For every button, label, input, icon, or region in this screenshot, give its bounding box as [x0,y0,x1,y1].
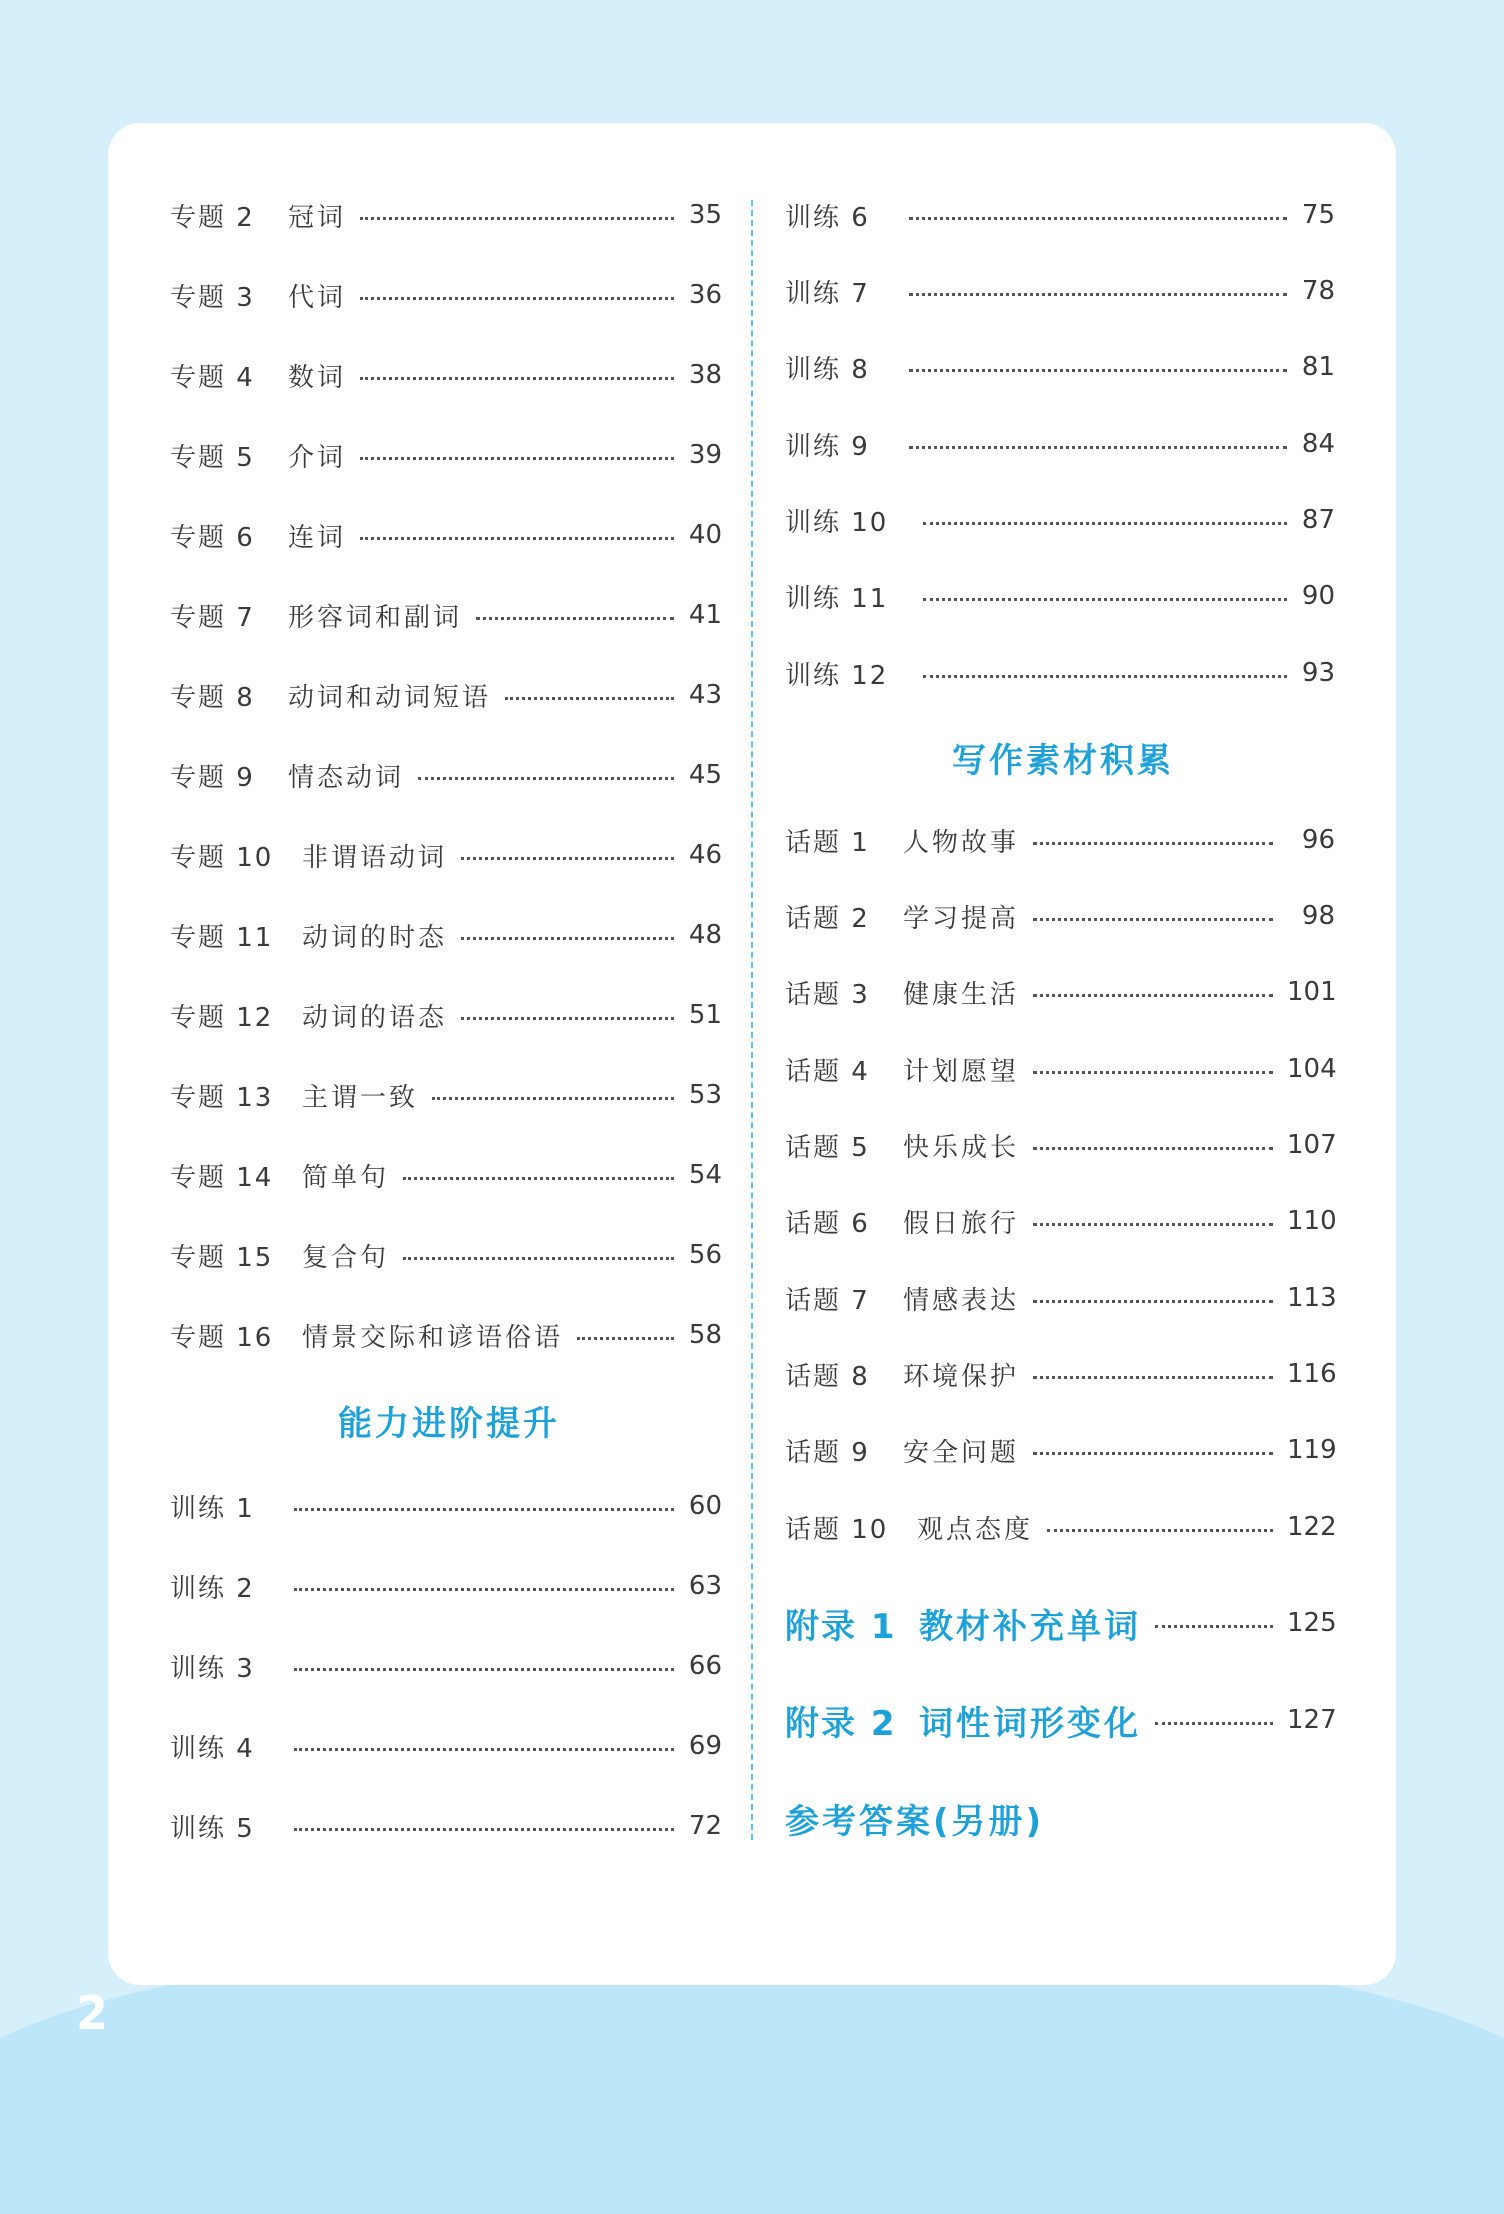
entry-label: 话题 2 [785,903,870,934]
leader-dots [403,1177,674,1180]
leader-dots [1033,1071,1273,1074]
entry-title: 介词 [288,442,347,473]
entry-page: 51 [688,1000,722,1030]
toc-entry[interactable] [170,1073,722,1117]
toc-entry[interactable] [785,1123,1335,1167]
entry-title: 观点态度 [917,1514,1034,1545]
leader-dots [294,1828,674,1831]
entry-title: 假日旅行 [903,1208,1020,1239]
toc-entry[interactable] [170,1564,722,1608]
entry-page: 101 [1287,977,1337,1007]
entry-page: 54 [688,1160,722,1190]
entry-title: 快乐成长 [903,1132,1020,1163]
leader-dots [1155,1625,1273,1628]
toc-entry[interactable] [785,1352,1335,1396]
entry-label: 话题 6 [785,1208,870,1239]
entry-label: 训练 7 [785,278,870,309]
toc-entry[interactable] [170,833,722,877]
toc-entry[interactable] [785,498,1335,542]
entry-page: 40 [688,520,722,550]
entry-page: 75 [1301,200,1335,230]
entry-page: 43 [688,680,722,710]
entry-page: 63 [688,1571,722,1601]
entry-label: 专题 13 [170,1082,274,1113]
entry-title: 健康生活 [903,979,1020,1010]
entry-title: 动词和动词短语 [288,682,492,713]
leader-dots [360,457,674,460]
leader-dots [1033,918,1273,921]
entry-label: 专题 2 [170,202,255,233]
leader-dots [577,1337,674,1340]
entry-page: 36 [688,280,722,310]
leader-dots [1155,1722,1273,1725]
leader-dots [1033,1300,1273,1303]
toc-entry[interactable] [785,269,1335,313]
toc-entry[interactable] [785,1276,1335,1320]
entry-label: 话题 7 [785,1285,870,1316]
toc-entry[interactable] [785,193,1335,237]
entry-title: 简单句 [302,1162,390,1193]
leader-dots [360,537,674,540]
leader-dots [1033,994,1273,997]
entry-label: 训练 12 [785,660,889,691]
entry-label: 话题 3 [785,979,870,1010]
entry-title: 主谓一致 [302,1082,419,1113]
toc-entry[interactable] [170,1644,722,1688]
toc-entry[interactable] [170,593,722,637]
leader-dots [360,217,674,220]
entry-label: 专题 8 [170,682,255,713]
toc-entry[interactable] [785,1505,1335,1549]
entry-page: 72 [688,1811,722,1841]
entry-label: 专题 15 [170,1242,274,1273]
entry-label: 专题 14 [170,1162,274,1193]
entry-label: 话题 1 [785,827,870,858]
entry-page: 58 [688,1320,722,1350]
leader-dots [923,675,1287,678]
entry-page: 39 [688,440,722,470]
entry-label: 专题 9 [170,762,255,793]
leader-dots [505,697,674,700]
appendix-entry[interactable] [785,1598,1335,1648]
toc-entry[interactable] [170,673,722,717]
entry-label: 训练 1 [170,1493,255,1524]
toc-entry[interactable] [785,1199,1335,1243]
leader-dots [1047,1529,1273,1532]
entry-page: 107 [1287,1130,1337,1160]
entry-title: 形容词和副词 [288,602,463,633]
entry-page: 87 [1301,505,1335,535]
entry-page: 56 [688,1240,722,1270]
toc-entry[interactable] [170,1153,722,1197]
entry-label: 训练 4 [170,1733,255,1764]
entry-page: 119 [1287,1435,1337,1465]
toc-entry[interactable] [170,1724,722,1768]
entry-label: 专题 3 [170,282,255,313]
entry-page: 38 [688,360,722,390]
entry-page: 35 [688,200,722,230]
entry-label: 训练 3 [170,1653,255,1684]
leader-dots [294,1668,674,1671]
leader-dots [923,522,1287,525]
entry-page: 81 [1301,352,1335,382]
entry-page: 110 [1287,1206,1337,1236]
entry-label: 训练 10 [785,507,889,538]
toc-entry[interactable] [785,1428,1335,1472]
column-divider [751,200,753,1840]
toc-entry[interactable] [785,818,1335,862]
leader-dots [1033,1452,1273,1455]
toc-entry[interactable] [785,970,1335,1014]
entry-page: 93 [1301,658,1335,688]
entry-title: 代词 [288,282,347,313]
leader-dots [360,377,674,380]
leader-dots [418,777,674,780]
leader-dots [403,1257,674,1260]
leader-dots [1033,1147,1273,1150]
appendix-title: 词性词形变化 [919,1703,1141,1744]
leader-dots [1033,1376,1273,1379]
entry-title: 计划愿望 [903,1056,1020,1087]
entry-title: 非谓语动词 [302,842,448,873]
entry-page: 96 [1301,825,1335,855]
entry-label: 专题 12 [170,1002,274,1033]
toc-entry[interactable] [170,433,722,477]
entry-page: 60 [688,1491,722,1521]
leader-dots [461,937,674,940]
toc-entry[interactable] [170,1233,722,1277]
entry-label: 训练 11 [785,583,889,614]
entry-title: 复合句 [302,1242,390,1273]
leader-dots [294,1508,674,1511]
toc-entry[interactable] [785,345,1335,389]
toc-entry[interactable] [170,1313,722,1357]
entry-page: 113 [1287,1283,1337,1313]
entry-title: 情景交际和谚语俗语 [302,1322,564,1353]
entry-page: 46 [688,840,722,870]
entry-label: 话题 8 [785,1361,870,1392]
entry-label: 训练 5 [170,1813,255,1844]
leader-dots [360,297,674,300]
leader-dots [461,857,674,860]
entry-label: 专题 7 [170,602,255,633]
entry-page: 48 [688,920,722,950]
appendix-title: 教材补充单词 [919,1606,1141,1647]
section-title: 写作素材积累 [952,741,1174,781]
section-title: 能力进阶提升 [338,1404,560,1444]
entry-title: 安全问题 [903,1437,1020,1468]
entry-page: 66 [688,1651,722,1681]
entry-title: 环境保护 [903,1361,1020,1392]
entry-label: 专题 5 [170,442,255,473]
entry-label: 专题 4 [170,362,255,393]
entry-page: 125 [1287,1608,1337,1638]
toc-entry[interactable] [785,574,1335,618]
leader-dots [294,1748,674,1751]
leader-dots [461,1017,674,1020]
entry-label: 训练 8 [785,354,870,385]
entry-label: 话题 4 [785,1056,870,1087]
entry-title: 连词 [288,522,347,553]
entry-label: 训练 9 [785,431,870,462]
entry-label: 话题 9 [785,1437,870,1468]
entry-page: 45 [688,760,722,790]
entry-title: 学习提高 [903,903,1020,934]
entry-page: 98 [1301,901,1335,931]
leader-dots [294,1588,674,1591]
toc-entry[interactable] [785,894,1335,938]
toc-entry[interactable] [170,1804,722,1848]
leader-dots [432,1097,674,1100]
entry-title: 动词的时态 [302,922,448,953]
leader-dots [923,598,1287,601]
entry-title: 冠词 [288,202,347,233]
entry-title: 人物故事 [903,827,1020,858]
toc-entry[interactable] [170,993,722,1037]
entry-page: 104 [1287,1054,1337,1084]
leader-dots [909,369,1287,372]
entry-title: 动词的语态 [302,1002,448,1033]
leader-dots [476,617,674,620]
entry-page: 69 [688,1731,722,1761]
entry-label: 训练 2 [170,1573,255,1604]
entry-label: 专题 16 [170,1322,274,1353]
toc-entry[interactable] [170,913,722,957]
entry-page: 116 [1287,1359,1337,1389]
entry-label: 专题 6 [170,522,255,553]
entry-label: 话题 10 [785,1514,889,1545]
toc-entry[interactable] [170,193,722,237]
leader-dots [909,446,1287,449]
toc-entry[interactable] [785,422,1335,466]
entry-label: 专题 10 [170,842,274,873]
appendix-label: 附录 2 [785,1703,897,1744]
appendix-label: 附录 1 [785,1606,897,1647]
toc-entry[interactable] [785,1047,1335,1091]
entry-title: 情感表达 [903,1285,1020,1316]
entry-title: 情态动词 [288,762,405,793]
entry-page: 53 [688,1080,722,1110]
entry-page: 122 [1287,1512,1337,1542]
entry-page: 84 [1301,429,1335,459]
leader-dots [909,217,1287,220]
appendix-entry[interactable] [785,1695,1335,1745]
toc-entry[interactable] [170,273,722,317]
toc-entry[interactable] [170,1484,722,1528]
leader-dots [1033,842,1273,845]
page-number: 2 [76,1986,109,2040]
toc-entry[interactable] [170,513,722,557]
toc-entry[interactable] [785,651,1335,695]
answer-key-title[interactable]: 参考答案(另册) [785,1802,1045,1842]
entry-label: 话题 5 [785,1132,870,1163]
entry-label: 专题 11 [170,922,274,953]
toc-entry[interactable] [170,753,722,797]
entry-label: 训练 6 [785,202,870,233]
entry-title: 数词 [288,362,347,393]
leader-dots [1033,1223,1273,1226]
entry-page: 90 [1301,581,1335,611]
leader-dots [909,293,1287,296]
entry-page: 78 [1301,276,1335,306]
entry-page: 41 [688,600,722,630]
entry-page: 127 [1287,1705,1337,1735]
toc-entry[interactable] [170,353,722,397]
